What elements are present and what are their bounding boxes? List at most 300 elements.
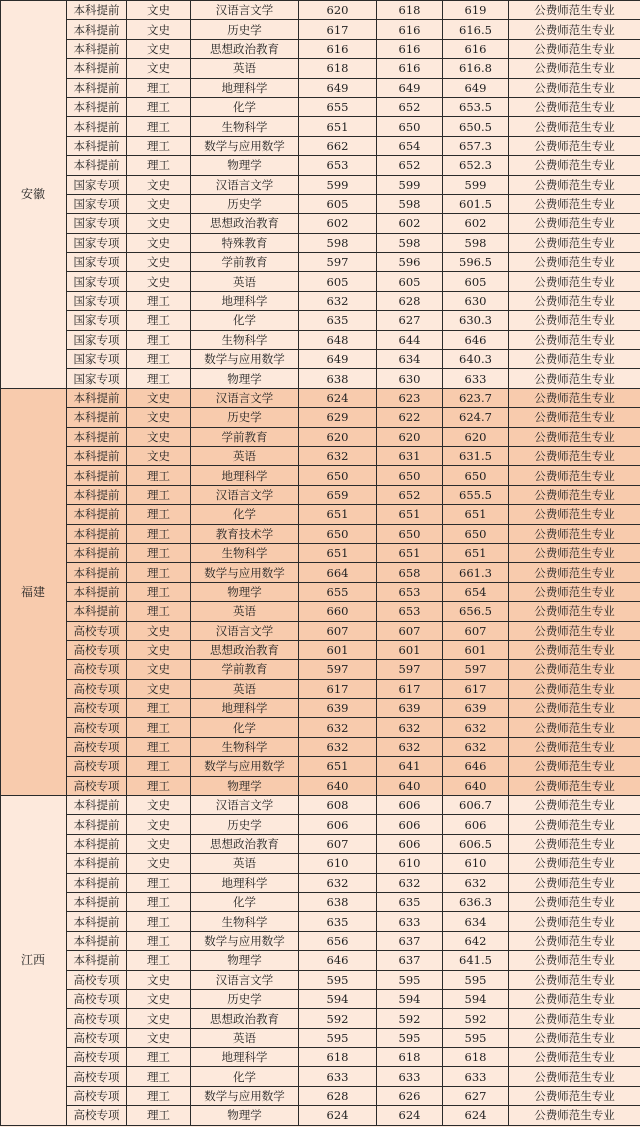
- min-score-cell: 627: [377, 311, 443, 330]
- avg-score-cell: 653.5: [443, 97, 509, 116]
- min-score-cell: 607: [377, 621, 443, 640]
- table-row: [1, 466, 640, 485]
- batch-cell: 国家专项: [67, 233, 127, 252]
- max-score-cell: 639: [299, 699, 377, 718]
- table-row: [1, 117, 640, 136]
- category-cell: 文史: [127, 388, 191, 407]
- max-score-cell: 620: [299, 427, 377, 446]
- max-score-cell: 638: [299, 892, 377, 911]
- major-cell: 化学: [191, 718, 299, 737]
- batch-cell: 本科提前: [67, 873, 127, 892]
- note-cell: 公费师范生专业: [509, 466, 640, 485]
- max-score-cell: 653: [299, 156, 377, 175]
- province-section: [1, 1, 640, 389]
- note-cell: 公费师范生专业: [509, 1028, 640, 1047]
- note-cell: 公费师范生专业: [509, 1048, 640, 1067]
- major-cell: 地理科学: [191, 466, 299, 485]
- note-cell: 公费师范生专业: [509, 59, 640, 78]
- min-score-cell: 650: [377, 117, 443, 136]
- avg-score-cell: 641.5: [443, 951, 509, 970]
- avg-score-cell: 606.5: [443, 834, 509, 853]
- table-row: [1, 951, 640, 970]
- avg-score-cell: 599: [443, 175, 509, 194]
- table-row: [1, 854, 640, 873]
- max-score-cell: 649: [299, 350, 377, 369]
- category-cell: 理工: [127, 931, 191, 950]
- note-cell: 公费师范生专业: [509, 815, 640, 834]
- category-cell: 理工: [127, 156, 191, 175]
- major-cell: 特殊教育: [191, 233, 299, 252]
- category-cell: 理工: [127, 505, 191, 524]
- table-row: [1, 156, 640, 175]
- category-cell: 理工: [127, 873, 191, 892]
- max-score-cell: 605: [299, 272, 377, 291]
- major-cell: 数学与应用数学: [191, 136, 299, 155]
- min-score-cell: 592: [377, 1009, 443, 1028]
- category-cell: 理工: [127, 117, 191, 136]
- batch-cell: 高校专项: [67, 776, 127, 795]
- major-cell: 地理科学: [191, 78, 299, 97]
- category-cell: 文史: [127, 834, 191, 853]
- note-cell: 公费师范生专业: [509, 621, 640, 640]
- batch-cell: 高校专项: [67, 718, 127, 737]
- min-score-cell: 618: [377, 1048, 443, 1067]
- batch-cell: 本科提前: [67, 388, 127, 407]
- major-cell: 物理学: [191, 156, 299, 175]
- category-cell: 理工: [127, 718, 191, 737]
- batch-cell: 高校专项: [67, 660, 127, 679]
- max-score-cell: 656: [299, 931, 377, 950]
- max-score-cell: 595: [299, 970, 377, 989]
- batch-cell: 本科提前: [67, 524, 127, 543]
- max-score-cell: 633: [299, 1067, 377, 1086]
- category-cell: 理工: [127, 563, 191, 582]
- batch-cell: 本科提前: [67, 912, 127, 931]
- major-cell: 地理科学: [191, 1048, 299, 1067]
- max-score-cell: 632: [299, 718, 377, 737]
- note-cell: 公费师范生专业: [509, 737, 640, 756]
- table-row: [1, 543, 640, 562]
- category-cell: 文史: [127, 272, 191, 291]
- table-row: [1, 970, 640, 989]
- avg-score-cell: 657.3: [443, 136, 509, 155]
- max-score-cell: 602: [299, 214, 377, 233]
- max-score-cell: 660: [299, 602, 377, 621]
- major-cell: 教育技术学: [191, 524, 299, 543]
- min-score-cell: 606: [377, 796, 443, 815]
- max-score-cell: 650: [299, 524, 377, 543]
- max-score-cell: 624: [299, 1106, 377, 1125]
- avg-score-cell: 632: [443, 737, 509, 756]
- table-row: [1, 834, 640, 853]
- category-cell: 文史: [127, 1009, 191, 1028]
- avg-score-cell: 630.3: [443, 311, 509, 330]
- min-score-cell: 652: [377, 156, 443, 175]
- max-score-cell: 629: [299, 408, 377, 427]
- min-score-cell: 606: [377, 815, 443, 834]
- province-cell: 江西: [1, 796, 67, 1126]
- max-score-cell: 662: [299, 136, 377, 155]
- category-cell: 理工: [127, 524, 191, 543]
- min-score-cell: 628: [377, 291, 443, 310]
- note-cell: 公费师范生专业: [509, 679, 640, 698]
- min-score-cell: 602: [377, 214, 443, 233]
- table-row: [1, 233, 640, 252]
- category-cell: 理工: [127, 291, 191, 310]
- min-score-cell: 644: [377, 330, 443, 349]
- min-score-cell: 606: [377, 834, 443, 853]
- min-score-cell: 652: [377, 97, 443, 116]
- category-cell: 文史: [127, 1, 191, 20]
- note-cell: 公费师范生专业: [509, 272, 640, 291]
- category-cell: 文史: [127, 660, 191, 679]
- max-score-cell: 635: [299, 311, 377, 330]
- batch-cell: 高校专项: [67, 757, 127, 776]
- major-cell: 化学: [191, 1067, 299, 1086]
- min-score-cell: 639: [377, 699, 443, 718]
- major-cell: 物理学: [191, 369, 299, 388]
- batch-cell: 本科提前: [67, 39, 127, 58]
- avg-score-cell: 652.3: [443, 156, 509, 175]
- batch-cell: 本科提前: [67, 1, 127, 20]
- table-row: [1, 989, 640, 1008]
- batch-cell: 本科提前: [67, 20, 127, 39]
- table-row: [1, 718, 640, 737]
- major-cell: 数学与应用数学: [191, 1086, 299, 1105]
- batch-cell: 本科提前: [67, 446, 127, 465]
- min-score-cell: 650: [377, 524, 443, 543]
- note-cell: 公费师范生专业: [509, 640, 640, 659]
- avg-score-cell: 632: [443, 873, 509, 892]
- category-cell: 文史: [127, 175, 191, 194]
- category-cell: 文史: [127, 640, 191, 659]
- max-score-cell: 617: [299, 679, 377, 698]
- batch-cell: 国家专项: [67, 291, 127, 310]
- note-cell: 公费师范生专业: [509, 233, 640, 252]
- category-cell: 理工: [127, 466, 191, 485]
- note-cell: 公费师范生专业: [509, 582, 640, 601]
- max-score-cell: 620: [299, 1, 377, 20]
- note-cell: 公费师范生专业: [509, 796, 640, 815]
- category-cell: 理工: [127, 582, 191, 601]
- note-cell: 公费师范生专业: [509, 892, 640, 911]
- batch-cell: 本科提前: [67, 156, 127, 175]
- note-cell: 公费师范生专业: [509, 776, 640, 795]
- avg-score-cell: 639: [443, 699, 509, 718]
- batch-cell: 高校专项: [67, 1009, 127, 1028]
- max-score-cell: 624: [299, 388, 377, 407]
- min-score-cell: 632: [377, 873, 443, 892]
- major-cell: 思想政治教育: [191, 640, 299, 659]
- note-cell: 公费师范生专业: [509, 854, 640, 873]
- note-cell: 公费师范生专业: [509, 970, 640, 989]
- min-score-cell: 641: [377, 757, 443, 776]
- province-section: [1, 388, 640, 795]
- note-cell: 公费师范生专业: [509, 1106, 640, 1125]
- table-row: [1, 563, 640, 582]
- note-cell: 公费师范生专业: [509, 718, 640, 737]
- category-cell: 理工: [127, 97, 191, 116]
- table-row: [1, 253, 640, 272]
- category-cell: 理工: [127, 369, 191, 388]
- table-row: [1, 369, 640, 388]
- major-cell: 物理学: [191, 1106, 299, 1125]
- note-cell: 公费师范生专业: [509, 291, 640, 310]
- max-score-cell: 598: [299, 233, 377, 252]
- note-cell: 公费师范生专业: [509, 699, 640, 718]
- min-score-cell: 654: [377, 136, 443, 155]
- max-score-cell: 617: [299, 20, 377, 39]
- min-score-cell: 623: [377, 388, 443, 407]
- max-score-cell: 599: [299, 175, 377, 194]
- avg-score-cell: 598: [443, 233, 509, 252]
- batch-cell: 高校专项: [67, 970, 127, 989]
- min-score-cell: 635: [377, 892, 443, 911]
- avg-score-cell: 616.8: [443, 59, 509, 78]
- table-row: [1, 796, 640, 815]
- avg-score-cell: 620: [443, 427, 509, 446]
- batch-cell: 本科提前: [67, 602, 127, 621]
- avg-score-cell: 650: [443, 466, 509, 485]
- note-cell: 公费师范生专业: [509, 757, 640, 776]
- avg-score-cell: 616.5: [443, 20, 509, 39]
- table-row: [1, 291, 640, 310]
- note-cell: 公费师范生专业: [509, 78, 640, 97]
- batch-cell: 高校专项: [67, 737, 127, 756]
- avg-score-cell: 619: [443, 1, 509, 20]
- avg-score-cell: 623.7: [443, 388, 509, 407]
- category-cell: 理工: [127, 543, 191, 562]
- max-score-cell: 650: [299, 466, 377, 485]
- avg-score-cell: 624: [443, 1106, 509, 1125]
- major-cell: 英语: [191, 679, 299, 698]
- max-score-cell: 638: [299, 369, 377, 388]
- avg-score-cell: 606: [443, 815, 509, 834]
- max-score-cell: 597: [299, 253, 377, 272]
- max-score-cell: 606: [299, 815, 377, 834]
- major-cell: 物理学: [191, 951, 299, 970]
- major-cell: 汉语言文学: [191, 388, 299, 407]
- category-cell: 理工: [127, 1067, 191, 1086]
- min-score-cell: 632: [377, 718, 443, 737]
- category-cell: 理工: [127, 1106, 191, 1125]
- major-cell: 历史学: [191, 20, 299, 39]
- batch-cell: 本科提前: [67, 117, 127, 136]
- batch-cell: 本科提前: [67, 485, 127, 504]
- major-cell: 地理科学: [191, 699, 299, 718]
- major-cell: 汉语言文学: [191, 970, 299, 989]
- min-score-cell: 640: [377, 776, 443, 795]
- major-cell: 物理学: [191, 776, 299, 795]
- min-score-cell: 595: [377, 970, 443, 989]
- max-score-cell: 608: [299, 796, 377, 815]
- batch-cell: 高校专项: [67, 621, 127, 640]
- note-cell: 公费师范生专业: [509, 931, 640, 950]
- max-score-cell: 649: [299, 78, 377, 97]
- min-score-cell: 637: [377, 951, 443, 970]
- batch-cell: 国家专项: [67, 369, 127, 388]
- major-cell: 化学: [191, 892, 299, 911]
- min-score-cell: 653: [377, 602, 443, 621]
- category-cell: 理工: [127, 602, 191, 621]
- avg-score-cell: 654: [443, 582, 509, 601]
- category-cell: 文史: [127, 39, 191, 58]
- table-row: [1, 330, 640, 349]
- max-score-cell: 605: [299, 194, 377, 213]
- max-score-cell: 632: [299, 737, 377, 756]
- min-score-cell: 633: [377, 912, 443, 931]
- province-cell: 安徽: [1, 1, 67, 389]
- table-row: [1, 1106, 640, 1125]
- table-row: [1, 427, 640, 446]
- category-cell: 文史: [127, 679, 191, 698]
- major-cell: 数学与应用数学: [191, 350, 299, 369]
- batch-cell: 本科提前: [67, 796, 127, 815]
- major-cell: 思想政治教育: [191, 1009, 299, 1028]
- batch-cell: 本科提前: [67, 854, 127, 873]
- batch-cell: 本科提前: [67, 78, 127, 97]
- min-score-cell: 599: [377, 175, 443, 194]
- note-cell: 公费师范生专业: [509, 156, 640, 175]
- batch-cell: 国家专项: [67, 350, 127, 369]
- avg-score-cell: 651: [443, 505, 509, 524]
- avg-score-cell: 595: [443, 1028, 509, 1047]
- max-score-cell: 659: [299, 485, 377, 504]
- batch-cell: 本科提前: [67, 408, 127, 427]
- note-cell: 公费师范生专业: [509, 873, 640, 892]
- min-score-cell: 596: [377, 253, 443, 272]
- major-cell: 地理科学: [191, 291, 299, 310]
- batch-cell: 本科提前: [67, 815, 127, 834]
- batch-cell: 本科提前: [67, 951, 127, 970]
- batch-cell: 本科提前: [67, 466, 127, 485]
- min-score-cell: 653: [377, 582, 443, 601]
- category-cell: 理工: [127, 892, 191, 911]
- min-score-cell: 649: [377, 78, 443, 97]
- note-cell: 公费师范生专业: [509, 194, 640, 213]
- avg-score-cell: 650: [443, 524, 509, 543]
- batch-cell: 高校专项: [67, 1048, 127, 1067]
- table-row: [1, 776, 640, 795]
- table-row: [1, 272, 640, 291]
- avg-score-cell: 616: [443, 39, 509, 58]
- note-cell: 公费师范生专业: [509, 350, 640, 369]
- note-cell: 公费师范生专业: [509, 20, 640, 39]
- note-cell: 公费师范生专业: [509, 834, 640, 853]
- major-cell: 英语: [191, 854, 299, 873]
- table-row: [1, 446, 640, 465]
- table-row: [1, 39, 640, 58]
- table-row: [1, 737, 640, 756]
- max-score-cell: 607: [299, 834, 377, 853]
- avg-score-cell: 633: [443, 369, 509, 388]
- major-cell: 地理科学: [191, 873, 299, 892]
- min-score-cell: 601: [377, 640, 443, 659]
- avg-score-cell: 655.5: [443, 485, 509, 504]
- max-score-cell: 632: [299, 873, 377, 892]
- category-cell: 理工: [127, 912, 191, 931]
- category-cell: 理工: [127, 1086, 191, 1105]
- major-cell: 英语: [191, 1028, 299, 1047]
- table-row: [1, 311, 640, 330]
- batch-cell: 国家专项: [67, 311, 127, 330]
- category-cell: 理工: [127, 485, 191, 504]
- min-score-cell: 616: [377, 59, 443, 78]
- category-cell: 文史: [127, 854, 191, 873]
- max-score-cell: 592: [299, 1009, 377, 1028]
- category-cell: 理工: [127, 311, 191, 330]
- major-cell: 英语: [191, 602, 299, 621]
- min-score-cell: 650: [377, 466, 443, 485]
- batch-cell: 高校专项: [67, 640, 127, 659]
- major-cell: 生物科学: [191, 543, 299, 562]
- batch-cell: 本科提前: [67, 97, 127, 116]
- province-cell: 福建: [1, 388, 67, 795]
- major-cell: 汉语言文学: [191, 175, 299, 194]
- min-score-cell: 630: [377, 369, 443, 388]
- category-cell: 理工: [127, 737, 191, 756]
- major-cell: 生物科学: [191, 330, 299, 349]
- batch-cell: 本科提前: [67, 59, 127, 78]
- avg-score-cell: 607: [443, 621, 509, 640]
- table-row: [1, 408, 640, 427]
- min-score-cell: 658: [377, 563, 443, 582]
- table-row: [1, 892, 640, 911]
- major-cell: 英语: [191, 272, 299, 291]
- note-cell: 公费师范生专业: [509, 330, 640, 349]
- max-score-cell: 618: [299, 59, 377, 78]
- avg-score-cell: 640: [443, 776, 509, 795]
- table-row: [1, 175, 640, 194]
- note-cell: 公费师范生专业: [509, 1086, 640, 1105]
- table-row: [1, 931, 640, 950]
- note-cell: 公费师范生专业: [509, 951, 640, 970]
- category-cell: 理工: [127, 757, 191, 776]
- table-row: [1, 350, 640, 369]
- max-score-cell: 651: [299, 757, 377, 776]
- category-cell: 文史: [127, 214, 191, 233]
- min-score-cell: 617: [377, 679, 443, 698]
- max-score-cell: 618: [299, 1048, 377, 1067]
- batch-cell: 高校专项: [67, 1067, 127, 1086]
- table-row: [1, 485, 640, 504]
- major-cell: 数学与应用数学: [191, 757, 299, 776]
- major-cell: 学前教育: [191, 427, 299, 446]
- major-cell: 历史学: [191, 815, 299, 834]
- batch-cell: 国家专项: [67, 214, 127, 233]
- min-score-cell: 598: [377, 194, 443, 213]
- min-score-cell: 622: [377, 408, 443, 427]
- major-cell: 英语: [191, 59, 299, 78]
- category-cell: 理工: [127, 136, 191, 155]
- avg-score-cell: 646: [443, 757, 509, 776]
- category-cell: 理工: [127, 699, 191, 718]
- avg-score-cell: 631.5: [443, 446, 509, 465]
- max-score-cell: 594: [299, 989, 377, 1008]
- batch-cell: 国家专项: [67, 272, 127, 291]
- min-score-cell: 598: [377, 233, 443, 252]
- major-cell: 历史学: [191, 408, 299, 427]
- table-row: [1, 660, 640, 679]
- min-score-cell: 620: [377, 427, 443, 446]
- category-cell: 文史: [127, 1028, 191, 1047]
- max-score-cell: 607: [299, 621, 377, 640]
- table-row: [1, 1067, 640, 1086]
- major-cell: 生物科学: [191, 117, 299, 136]
- min-score-cell: 626: [377, 1086, 443, 1105]
- batch-cell: 国家专项: [67, 330, 127, 349]
- batch-cell: 本科提前: [67, 563, 127, 582]
